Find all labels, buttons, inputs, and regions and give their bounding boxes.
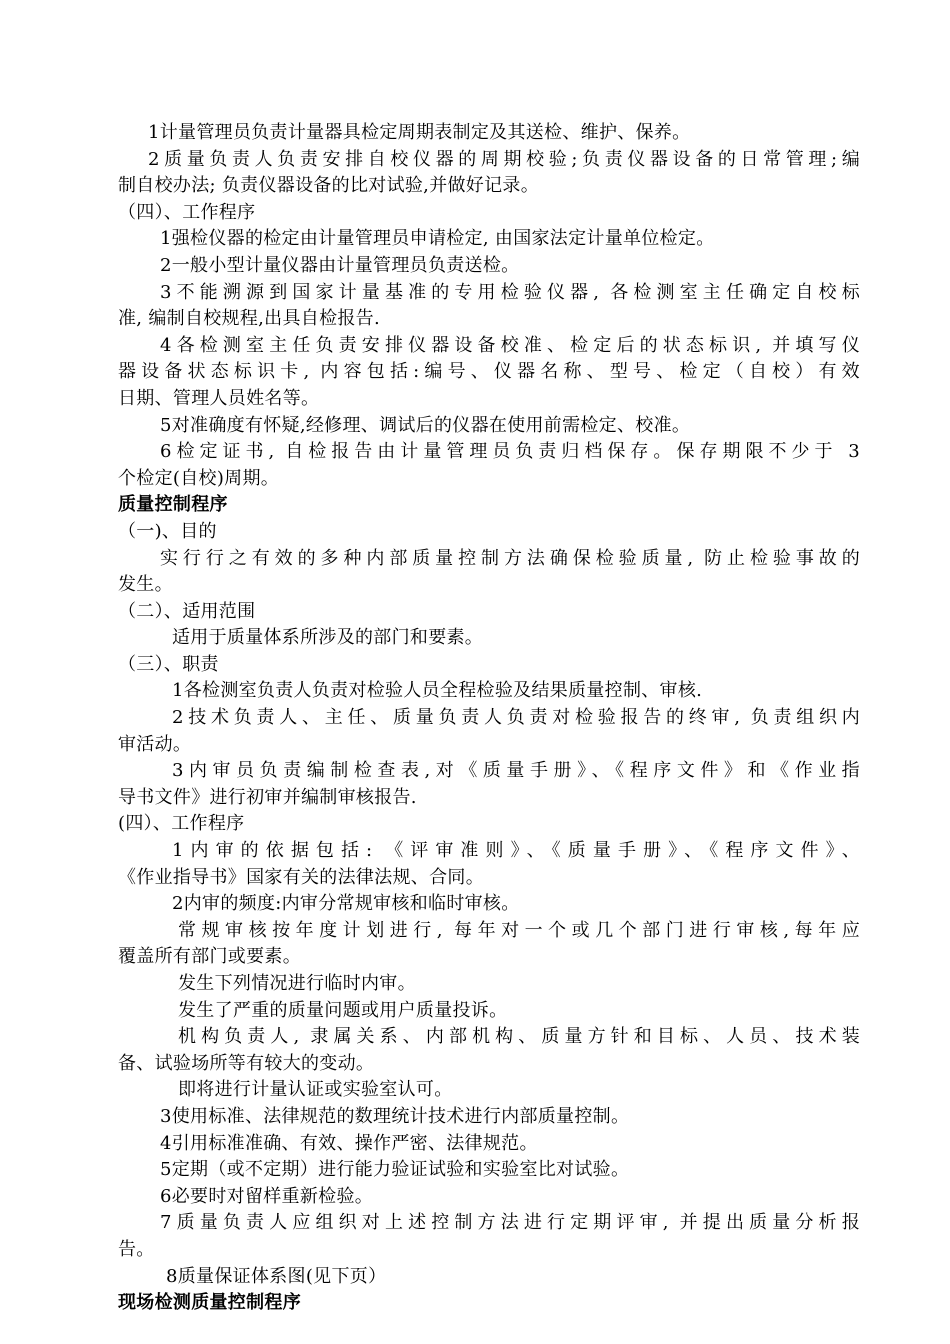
text-line: 审活动。 [118, 733, 192, 755]
text-line: 2质量负责人负责安排自校仪器的周期校验;负责仪器设备的日常管理;编 [148, 148, 860, 170]
text-line: 1强检仪器的检定由计量管理员申请检定, 由国家法定计量单位检定。 [160, 228, 715, 250]
text-line: 6检定证书, 自检报告由计量管理员负责归档保存。保存期限不少于 3 [160, 441, 860, 463]
text-line: 发生了严重的质量问题或用户质量投诉。 [178, 999, 508, 1021]
text-line: 4引用标准准确、有效、操作严密、法律规范。 [160, 1132, 538, 1154]
section-heading: (四）、工作程序 [118, 813, 245, 835]
text-line: 实行行之有效的多种内部质量控制方法确保检验质量, 防止检验事故的 [160, 547, 860, 569]
text-line: 日期、管理人员姓名等。 [118, 387, 320, 409]
section-heading: （三）、职责 [118, 653, 219, 675]
text-line: 5对准确度有怀疑,经修理、调试后的仪器在使用前需检定、校准。 [160, 414, 691, 436]
text-line: 覆盖所有部门或要素。 [118, 946, 301, 968]
text-line: 导书文件》进行初审并编制审核报告. [118, 786, 417, 808]
text-line: 准, 编制自校规程,出具自检报告. [118, 308, 380, 330]
text-line: 2一般小型计量仪器由计量管理员负责送检。 [160, 254, 520, 276]
chapter-heading: 质量控制程序 [118, 494, 228, 516]
text-line: 7质量负责人应组织对上述控制方法进行定期评审, 并提出质量分析报 [160, 1212, 860, 1234]
document-page [118, 120, 860, 1317]
text-line: 常规审核按年度计划进行, 每年对一个或几个部门进行审核,每年应 [178, 919, 860, 941]
section-heading: （四）、工作程序 [118, 201, 256, 223]
text-line: 器设备状态标识卡, 内容包括:编号、仪器名称、型号、检定（自校）有效 [118, 361, 860, 383]
text-line: 8质量保证体系图(见下页） [166, 1265, 387, 1287]
text-line: 3不能溯源到国家计量基准的专用检验仪器, 各检测室主任确定自校标 [160, 281, 860, 303]
text-line: 发生下列情况进行临时内审。 [178, 973, 416, 994]
text-line: 6必要时对留样重新检验。 [160, 1185, 374, 1207]
text-line: 即将进行计量认证或实验室认可。 [178, 1079, 453, 1101]
text-line: 个检定(自校)周期。 [118, 467, 280, 489]
text-line: 备、试验场所等有较大的变动。 [118, 1052, 375, 1074]
text-line: 3内审员负责编制检查表,对《质量手册》、《程序文件》和《作业指 [172, 760, 860, 782]
text-line: 3使用标准、法律规范的数理统计技术进行内部质量控制。 [160, 1105, 630, 1127]
text-line: 5定期（或不定期）进行能力验证试验和实验室比对试验。 [160, 1159, 630, 1181]
text-line: 《作业指导书》国家有关的法律法规、合同。 [118, 866, 484, 888]
text-line: 告。 [118, 1238, 155, 1260]
text-line: 2技术负责人、主任、质量负责人负责对检验报告的终审, 负责组织内 [172, 707, 860, 729]
text-line: 2内审的频度:内审分常规审核和临时审核。 [172, 893, 520, 915]
text-line: 发生。 [118, 574, 173, 596]
chapter-heading: 现场检测质量控制程序 [118, 1292, 301, 1314]
text-line: 1各检测室负责人负责对检验人员全程检验及结果质量控制、审核. [172, 680, 703, 702]
text-line: 1内审的依据包括: 《评审准则》、《质量手册》、《程序文件》、 [172, 840, 860, 862]
text-line: 适用于质量体系所涉及的部门和要素。 [172, 627, 484, 649]
text-line: 机构负责人, 隶属关系、内部机构、质量方针和目标、人员、技术装 [178, 1026, 860, 1048]
section-heading: （二）、适用范围 [118, 600, 256, 622]
text-line: 制自校办法; 负责仪器设备的比对试验,并做好记录。 [118, 175, 540, 197]
section-heading: （一)、目的 [118, 520, 217, 542]
text-line: 1计量管理员负责计量器具检定周期表制定及其送检、维护、保养。 [148, 122, 691, 143]
text-line: 4各检测室主任负责安排仪器设备校准、检定后的状态标识, 并填写仪 [160, 334, 860, 356]
